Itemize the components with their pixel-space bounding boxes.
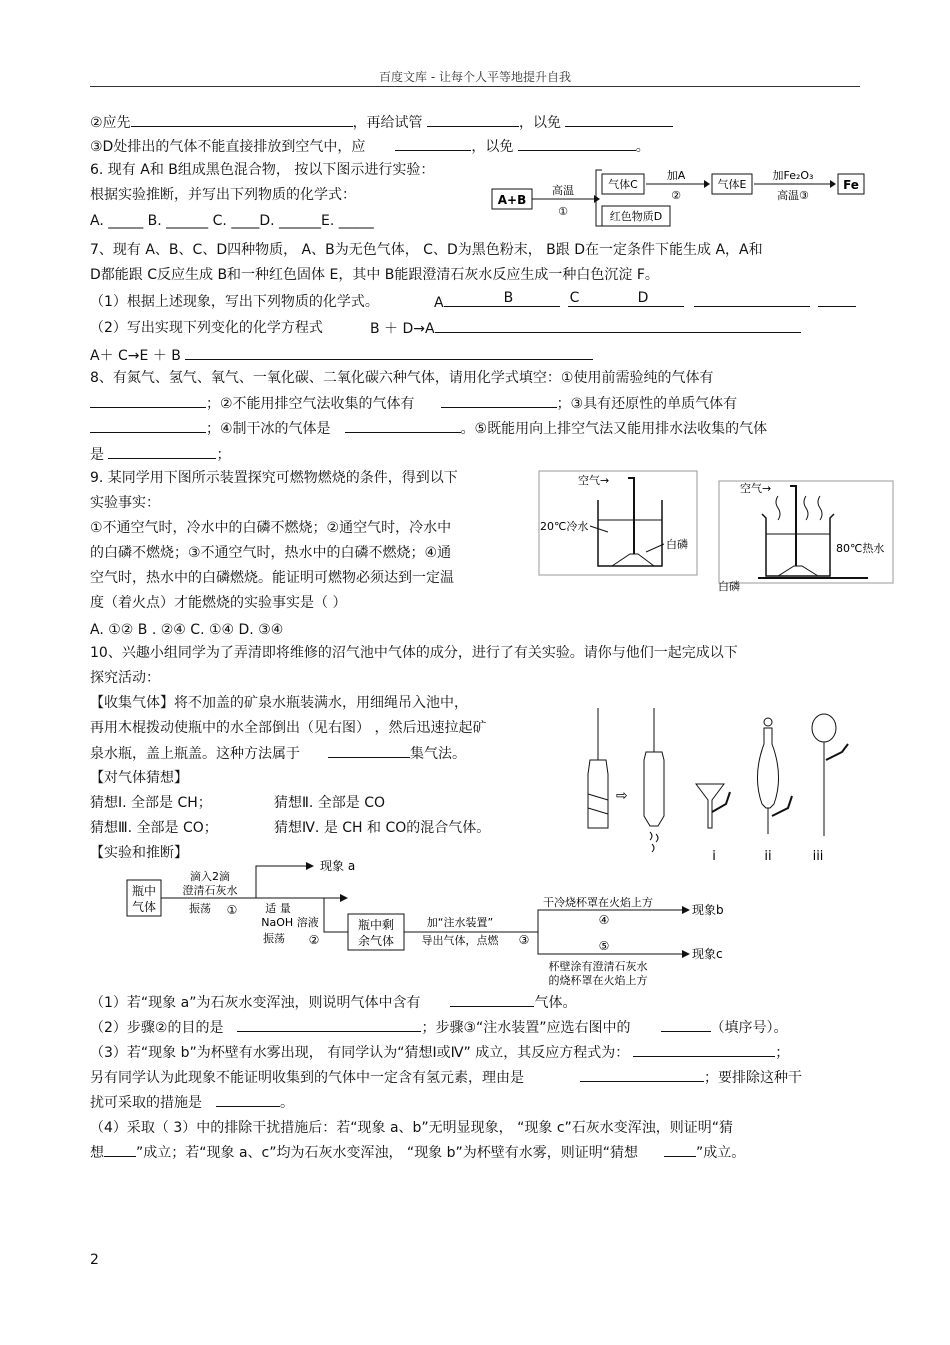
q6-cond1: 高温: [552, 184, 574, 197]
q10-label-i: i: [712, 849, 716, 864]
q10-flow-arrow-c: [682, 950, 690, 958]
header-rule: [90, 86, 860, 87]
q6-start-label: A+B: [497, 193, 527, 207]
q10-flow-n3: ③: [518, 933, 530, 947]
q6-addA: 加A: [666, 169, 686, 182]
q10-flow-s1b: 澄清石灰水: [182, 884, 238, 897]
q9-fig1-water-label: 20℃冷水: [540, 520, 589, 533]
page-header: 百度文库 - 让每个人平等地提升自我: [379, 70, 571, 84]
q10-answer4b: 想 ”成立；若“现象 a、c”均为石灰水变浑浊， “现象 b”为杯壁有水雾，则证明“猜想 ”成立。: [90, 1142, 745, 1163]
q10-flow-n1: ①: [226, 903, 238, 917]
blank-D[interactable]: [694, 292, 810, 307]
blank[interactable]: [633, 1042, 775, 1057]
blank[interactable]: [518, 136, 636, 151]
q10-label-ii: ii: [764, 849, 772, 864]
blank[interactable]: [427, 112, 519, 127]
q9-line4: 的白磷不燃烧；③不通空气时，热水中的白磷不燃烧；④通: [90, 545, 452, 561]
q10-answer3b: 另有同学认为此现象不能证明收集到的气体中一定含有氢元素，理由是 ；要排除这种干: [90, 1067, 802, 1088]
q6-step1: ①: [558, 205, 568, 218]
q10-guess-title: 【对气体猜想】: [90, 770, 188, 786]
blank[interactable]: [661, 1017, 711, 1032]
q6-arrow2-head: [704, 180, 710, 188]
q6-cond3: 高温③: [777, 189, 809, 202]
q10-flow-s1c: 振荡: [189, 902, 211, 915]
q10-flow-branch-c: [538, 932, 684, 954]
q6-gasE-label: 气体E: [717, 178, 747, 191]
blank[interactable]: [395, 136, 471, 151]
q7-sub2: （2）写出实现下列变化的化学方程式: [90, 320, 323, 336]
q10-bottle-inverted: [644, 752, 664, 826]
blank[interactable]: [565, 112, 673, 127]
q10-flow-arrow2: [340, 894, 348, 902]
blank-A[interactable]: B: [444, 292, 560, 307]
q10-bulb-iii: [812, 714, 836, 742]
q6-gasC-label: 气体C: [608, 178, 638, 191]
q10-flow-rest-l1: 瓶中剩: [357, 918, 395, 932]
q9-fig2-p-label: 白磷: [718, 580, 740, 592]
q10-flow-gas-l2: 气体: [131, 900, 157, 914]
q6-blanks: A. _____ B. ______ C. ____D. ______E. _____: [90, 213, 374, 229]
blank[interactable]: [441, 393, 557, 408]
q10-flow-s5b: 的烧杯罩在火焰上方: [548, 974, 648, 987]
blank[interactable]: [435, 318, 801, 333]
blank[interactable]: [237, 1017, 421, 1032]
q10-guess-1: 猜想Ⅰ. 全部是 CH；: [90, 795, 212, 811]
q9-figure-cold: [538, 470, 698, 576]
q7-line2: D都能跟 C反应生成 B和一种红色固体 E，其中 B能跟澄清石灰水反应生成一种白色沉淀 F。: [90, 267, 659, 283]
q10-flow-branch-b: [538, 910, 684, 932]
q6-fe-label: Fe: [843, 178, 859, 192]
q9-options: A. ①② B . ②④ C. ①④ D. ③④: [90, 622, 284, 638]
q8-line3: ；④制干冰的气体是 。⑤既能用向上排空气法又能用排水法收集的气体: [90, 418, 767, 439]
q10-answer4a: （4）采取（ 3）中的排除干扰措施后：若“现象 a、b”无明显现象， “现象 c”石灰水变浑浊，则证明“猜: [90, 1120, 734, 1136]
q7-line1: 7、现有 A、B、C、D四种物质， A、B为无色气体， C、D为黑色粉末， B跟 D在一定条件下能生成 A，A和: [90, 242, 763, 258]
q10-guess-2: 猜想Ⅱ. 全部是 CO: [274, 795, 386, 811]
q6-arrow3-head: [830, 180, 836, 188]
q9-fig1-air: 空气→: [578, 474, 610, 487]
q9-fig1-p-label: 白磷: [666, 538, 688, 551]
q10-flow-s5a: 杯壁涂有澄清石灰水: [548, 960, 648, 973]
q9-figure-hot: [718, 480, 894, 592]
q9-line6: 度（着火点）才能燃烧的实验事实是（ ）: [90, 595, 347, 611]
blank[interactable]: [104, 1142, 136, 1157]
blank[interactable]: [185, 345, 593, 360]
q10-flow-pc: 现象c: [692, 947, 723, 961]
q6-arrow1-head: [594, 195, 600, 203]
blank[interactable]: [450, 992, 534, 1007]
q6-step2: ②: [671, 189, 681, 202]
q10-flow-n4: ④: [598, 913, 610, 927]
q10-flow-line2: [324, 898, 348, 932]
q10-flow-chart: [124, 856, 744, 990]
q10-flow-branch-a: [256, 866, 306, 898]
q10-flow-gas-l1: 瓶中: [131, 884, 157, 898]
q8-line4: 是 ；: [90, 444, 230, 465]
q7-sub1: （1）根据上述现象，写出下列物质的化学式。: [90, 294, 379, 310]
q10-line2: 探究活动：: [90, 670, 160, 686]
q10-flow-s2b: NaOH 溶液: [261, 916, 319, 929]
q9-fig2-water-label: 80℃热水: [836, 542, 885, 555]
q10-answer3a: （3）若“现象 b”为杯壁有水雾出现， 有同学认为“猜想Ⅰ或Ⅳ” 成立，其反应方程式为： ；: [90, 1042, 789, 1063]
q5-line3: ③D处排出的气体不能直接排放到空气中，应 ，以免 。: [90, 136, 650, 157]
blank[interactable]: [345, 418, 461, 433]
blank-C[interactable]: C D: [568, 292, 684, 307]
q6-redD-label: 红色物质D: [609, 210, 663, 223]
q9-line3: ①不通空气时，冷水中的白磷不燃烧；②通空气时，冷水中: [90, 520, 452, 536]
blank[interactable]: [664, 1142, 696, 1157]
q10-flow-n5: ⑤: [598, 939, 610, 953]
q9-fig2-air: 空气→: [740, 482, 772, 495]
blank-extra[interactable]: [818, 292, 856, 307]
q10-flow-rest-l2: 余气体: [357, 934, 395, 948]
q9-line1: 9. 某同学用下图所示装置探究可燃物燃烧的条件，得到以下: [90, 470, 458, 486]
blank[interactable]: [90, 393, 206, 408]
q10-flow-s4: 干冷烧杯罩在火焰上方: [543, 896, 653, 909]
q9-line5: 空气时，热水中的白磷燃烧。能证明可燃物必须达到一定温: [90, 570, 454, 586]
q10-flow-arrow-b: [682, 906, 690, 914]
q10-flow-pa: 现象 a: [320, 859, 356, 873]
q10-answer3c: 扰可采取的措施是 。: [90, 1092, 294, 1113]
q10-apparatus-figure: [578, 704, 862, 866]
q10-stopper-ii: [764, 718, 772, 726]
q10-flow-s3a: 加“注水装置”: [426, 916, 494, 929]
q6-flow-diagram: [490, 164, 868, 234]
q10-flow-n2: ②: [308, 933, 320, 947]
q10-flow-s2c: 振荡: [263, 932, 285, 945]
q10-answer1: （1）若“现象 a”为石灰水变浑浊，则说明气体中含有 气体。: [90, 992, 576, 1013]
q10-flow-arrow-a: [306, 862, 314, 870]
q10-flow-pb: 现象b: [692, 903, 724, 917]
blank[interactable]: [328, 743, 410, 758]
q10-answer2: （2）步骤②的目的是 ；步骤③“注水装置”应选右图中的 （填序号）。: [90, 1017, 788, 1038]
q7-eq1: B ＋ D→A: [370, 318, 801, 339]
q10-line1: 10、兴趣小组同学为了弄清即将维修的沼气池中气体的成分，进行了有关实验。请你与他们一起完成以下: [90, 645, 738, 661]
q10-water-drops: [650, 832, 658, 852]
q10-tube-iii: [826, 744, 848, 760]
q10-collect2: 再用木棍拨动使瓶中的水全部倒出（见右图） ，然后迅速拉起矿: [90, 720, 487, 736]
blank[interactable]: [580, 1067, 704, 1082]
q10-flow-s1a: 滴入2滴: [190, 870, 230, 883]
q10-collect3: 泉水瓶，盖上瓶盖。这种方法属于 集气法。: [90, 743, 466, 764]
q8-line1: 8、有氮气、氢气、氧气、一氧化碳、二氧化碳六种气体，请用化学式填空：①使用前需验纯的气体有: [90, 370, 714, 386]
q10-flow-s2a: 适 量: [265, 902, 291, 915]
q10-bottle-upright: [588, 760, 608, 828]
q10-label-iii: iii: [812, 849, 824, 864]
q7-eq2: A＋ C→E ＋ B: [90, 345, 593, 366]
q10-flow-s3b: 导出气体，点燃: [421, 934, 499, 947]
q5-line2: ②应先 ，再给试管 ，以免: [90, 112, 673, 133]
q10-sep-funnel-ii: [757, 728, 778, 808]
blank[interactable]: [216, 1092, 280, 1107]
arrow-right-icon: ⇨: [616, 788, 628, 804]
q10-collect1: 【收集气体】将不加盖的矿泉水瓶装满水，用细绳吊入池中，: [90, 695, 468, 711]
q6-addFe: 加Fe₂O₃: [772, 169, 814, 182]
blank[interactable]: [108, 444, 216, 459]
q8-line2: ；②不能用排空气法收集的气体有 ；③具有还原性的单质气体有: [90, 393, 737, 414]
q10-exp-title: 【实验和推断】: [90, 845, 188, 861]
q6-instruction: 根据实验推断，并写出下列物质的化学式：: [90, 187, 356, 203]
q10-guess-4: 猜想Ⅳ. 是 CH 和 CO的混合气体。: [274, 820, 491, 836]
page-number: 2: [90, 1252, 99, 1268]
q6-stem: 6. 现有 A和 B组成黑色混合物， 按以下图示进行实验：: [90, 162, 435, 178]
q9-line2: 实验事实：: [90, 495, 160, 511]
q7-blanks: A B C D: [434, 292, 856, 313]
blank[interactable]: [131, 112, 353, 127]
q10-guess-3: 猜想Ⅲ. 全部是 CO；: [90, 820, 218, 836]
q10-funnel-i: [696, 784, 724, 828]
blank[interactable]: [90, 418, 206, 433]
